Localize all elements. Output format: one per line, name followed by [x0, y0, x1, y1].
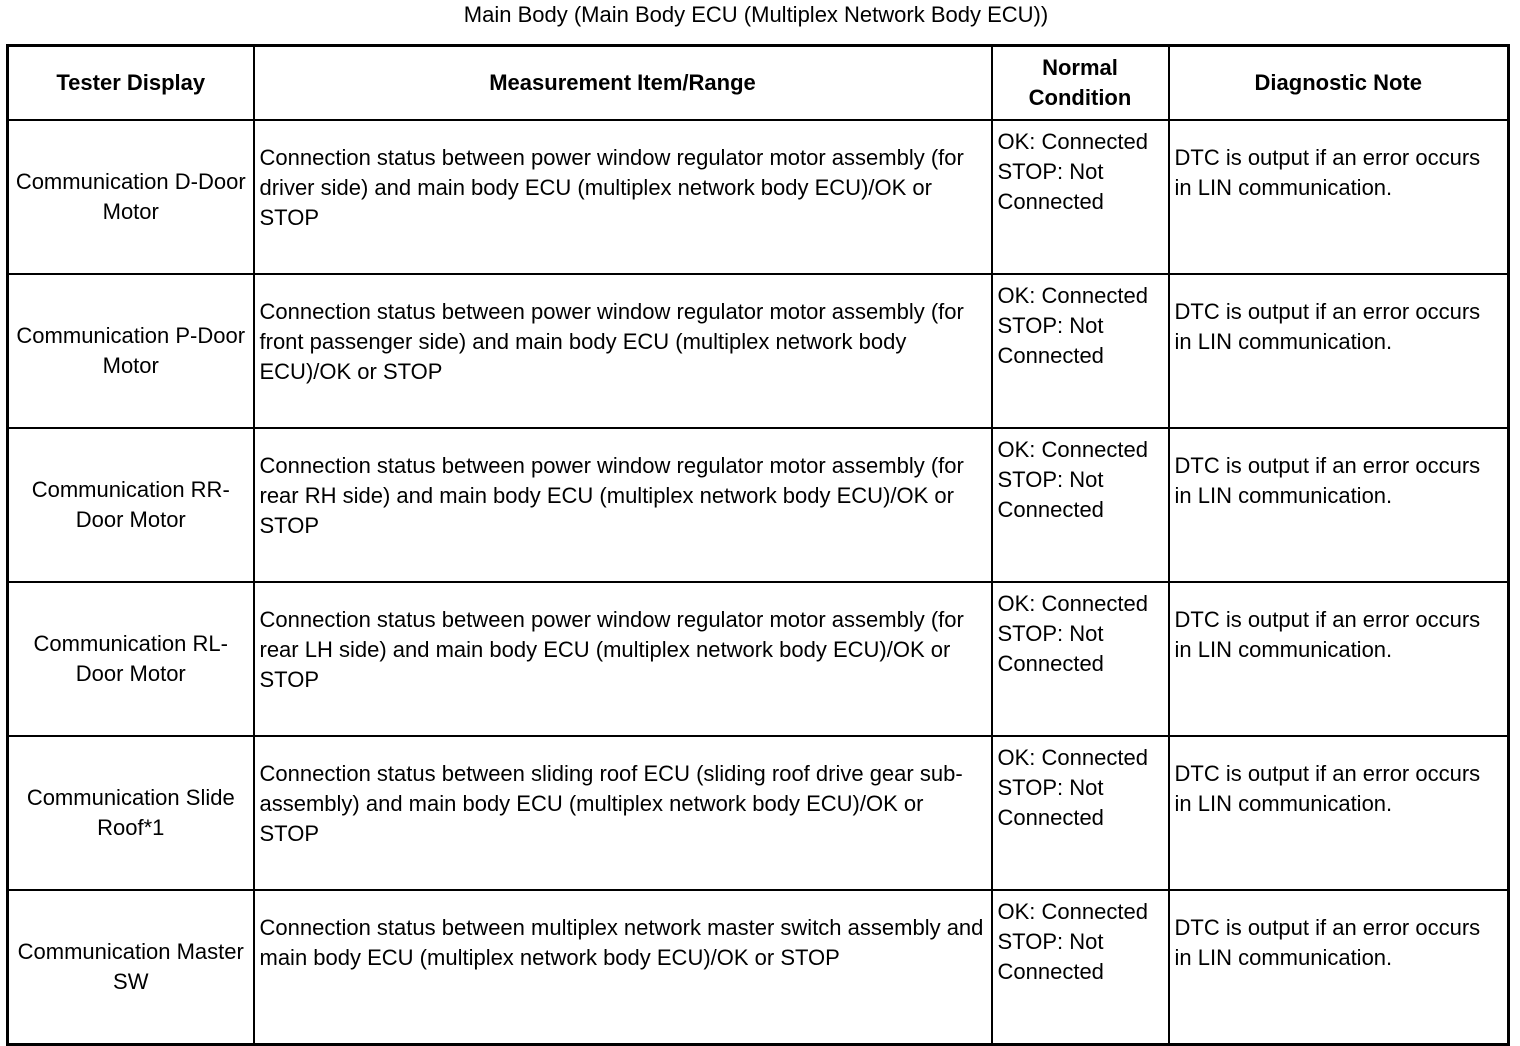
cell-diagnostic-note: DTC is output if an error occurs in LIN communication. — [1169, 120, 1509, 274]
cell-tester-display: Communication P-Door Motor — [8, 274, 254, 428]
cell-diagnostic-note: DTC is output if an error occurs in LIN communication. — [1169, 736, 1509, 890]
table-row — [8, 582, 1509, 736]
table-row — [8, 736, 1509, 890]
header-tester-display: Tester Display — [8, 46, 254, 121]
cell-measurement: Connection status between power window regulator motor assembly (for rear LH side) and main body ECU (multiplex network body ECU)/OK or STOP — [254, 582, 992, 736]
table-row — [8, 274, 1509, 428]
cell-tester-display: Communication RL-Door Motor — [8, 582, 254, 736]
cell-normal-condition: OK: Connected STOP: Not Connected — [992, 890, 1169, 1045]
cell-measurement: Connection status between sliding roof ECU (sliding roof drive gear sub-assembly) and main body ECU (multiplex network body ECU)/OK or STOP — [254, 736, 992, 890]
cell-measurement: Connection status between power window regulator motor assembly (for driver side) and main body ECU (multiplex network body ECU)/OK or STOP — [254, 120, 992, 274]
cell-diagnostic-note: DTC is output if an error occurs in LIN communication. — [1169, 274, 1509, 428]
cell-diagnostic-note: DTC is output if an error occurs in LIN communication. — [1169, 428, 1509, 582]
header-normal-condition: Normal Condition — [992, 46, 1169, 121]
page-title: Main Body (Main Body ECU (Multiplex Network Body ECU)) — [463, 2, 1049, 27]
cell-measurement: Connection status between power window regulator motor assembly (for front passenger side) and main body ECU (multiplex network body ECU)/OK or STOP — [254, 274, 992, 428]
table-row — [8, 120, 1509, 274]
cell-diagnostic-note: DTC is output if an error occurs in LIN communication. — [1169, 890, 1509, 1045]
cell-tester-display: Communication Slide Roof*1 — [8, 736, 254, 890]
table-row — [8, 428, 1509, 582]
cell-tester-display: Communication D-Door Motor — [8, 120, 254, 274]
header-measurement: Measurement Item/Range — [254, 46, 992, 121]
cell-normal-condition: OK: Connected STOP: Not Connected — [992, 582, 1169, 736]
cell-tester-display: Communication RR-Door Motor — [8, 428, 254, 582]
data-list-table — [6, 44, 1510, 1046]
header-diagnostic-note: Diagnostic Note — [1169, 46, 1509, 121]
cell-normal-condition: OK: Connected STOP: Not Connected — [992, 120, 1169, 274]
cell-tester-display: Communication Master SW — [8, 890, 254, 1045]
cell-normal-condition: OK: Connected STOP: Not Connected — [992, 736, 1169, 890]
cell-measurement: Connection status between power window regulator motor assembly (for rear RH side) and main body ECU (multiplex network body ECU)/OK or STOP — [254, 428, 992, 582]
table-header-row — [8, 46, 1509, 121]
cell-normal-condition: OK: Connected STOP: Not Connected — [992, 274, 1169, 428]
cell-diagnostic-note: DTC is output if an error occurs in LIN communication. — [1169, 582, 1509, 736]
cell-normal-condition: OK: Connected STOP: Not Connected — [992, 428, 1169, 582]
cell-measurement: Connection status between multiplex network master switch assembly and main body ECU (multiplex network body ECU)/OK or STOP — [254, 890, 992, 1045]
table-row — [8, 890, 1509, 1045]
